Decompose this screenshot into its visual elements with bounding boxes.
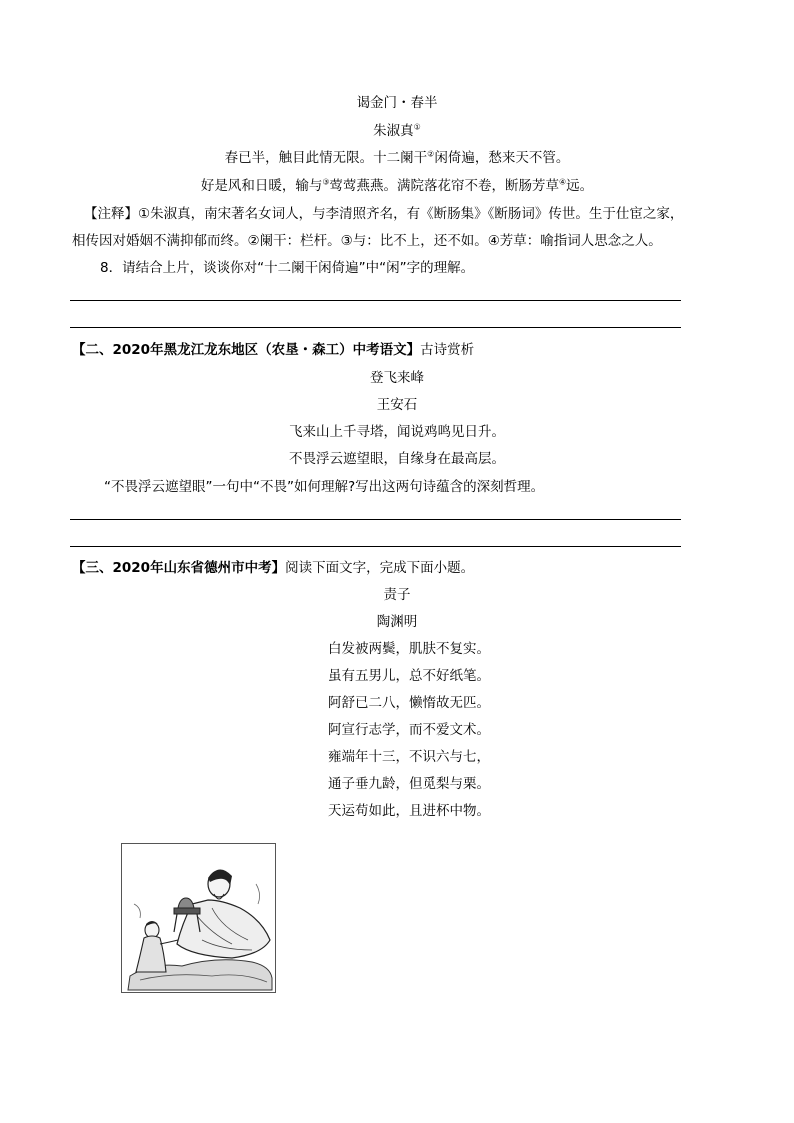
poem3-line: 雍端年十三，不识六与七，	[328, 749, 490, 765]
poem1-annotation-line-2: 相传因对婚姻不满抑郁而终。②阑干：栏杆。③与：比不上，还不如。④芳草：喻指词人思念之人。	[72, 233, 662, 249]
poem2-title: 登飞来峰	[370, 370, 424, 386]
poem2-author: 王安石	[376, 397, 418, 413]
poem3-line: 天运苟如此，且进杯中物。	[328, 803, 490, 819]
poem3-line: 阿舒已二八，懒惰故无匹。	[328, 695, 490, 711]
answer-line[interactable]	[70, 300, 681, 301]
poem1-line-2: 好是风和日暖，输与③莺莺燕燕。满院落花帘不卷，断肠芳草④远。	[200, 177, 594, 194]
footnote-marker: ②	[427, 149, 435, 159]
section2-heading-suffix: 古诗赏析	[420, 342, 475, 358]
poem2-line-2: 不畏浮云遮望眼，自缘身在最高层。	[289, 451, 505, 467]
footnote-marker: ③	[322, 177, 330, 187]
poem1-title: 谒金门・春半	[356, 95, 438, 111]
poem1-annotation-line-1: 【注释】①朱淑真，南宋著名女词人，与李清照齐名，有《断肠集》《断肠词》传世。生于仕宦之家，	[84, 206, 684, 222]
answer-line[interactable]	[70, 519, 681, 520]
poet-with-child-illustration	[121, 843, 276, 993]
poem2-question: “不畏浮云遮望眼”一句中“不畏”如何理解?写出这两句诗蕴含的深刻哲理。	[104, 479, 545, 495]
poem3-author: 陶渊明	[376, 614, 418, 630]
poem1-author-name: 朱淑真	[373, 123, 414, 139]
poem1-author	[0, 121, 794, 141]
footnote-marker: ④	[559, 177, 567, 187]
poem3-line: 虽有五男儿，总不好纸笔。	[328, 668, 490, 684]
poem3-line: 通子垂九龄，但觅梨与栗。	[328, 776, 490, 792]
section3-heading-source: 【三、2020年山东省德州市中考】	[72, 560, 286, 576]
answer-line[interactable]	[70, 546, 681, 547]
section3-heading	[72, 558, 474, 578]
poem1-line-1: 春已半，触目此情无限。十二阑干②闲倚遍，愁来天不管。	[224, 149, 570, 166]
section3-heading-suffix: 阅读下面文字，完成下面小题。	[285, 560, 475, 576]
ink-drawing	[122, 844, 275, 992]
poem2-line-1: 飞来山上千寻塔，闻说鸡鸣见日升。	[289, 424, 505, 440]
section2-heading-source: 【二、2020年黑龙江龙东地区（农垦・森工）中考语文】	[72, 342, 421, 358]
poem3-line: 阿宣行志学，而不爱文术。	[328, 722, 490, 738]
poem1-question: 8．请结合上片，谈谈你对“十二阑干闲倚遍”中“闲”字的理解。	[100, 260, 475, 276]
section2-heading	[72, 340, 474, 360]
poem3-line: 白发被两鬓，肌肤不复实。	[328, 641, 490, 657]
answer-line[interactable]	[70, 327, 681, 328]
poem3-title: 责子	[383, 587, 411, 603]
footnote-marker: ①	[413, 122, 421, 132]
